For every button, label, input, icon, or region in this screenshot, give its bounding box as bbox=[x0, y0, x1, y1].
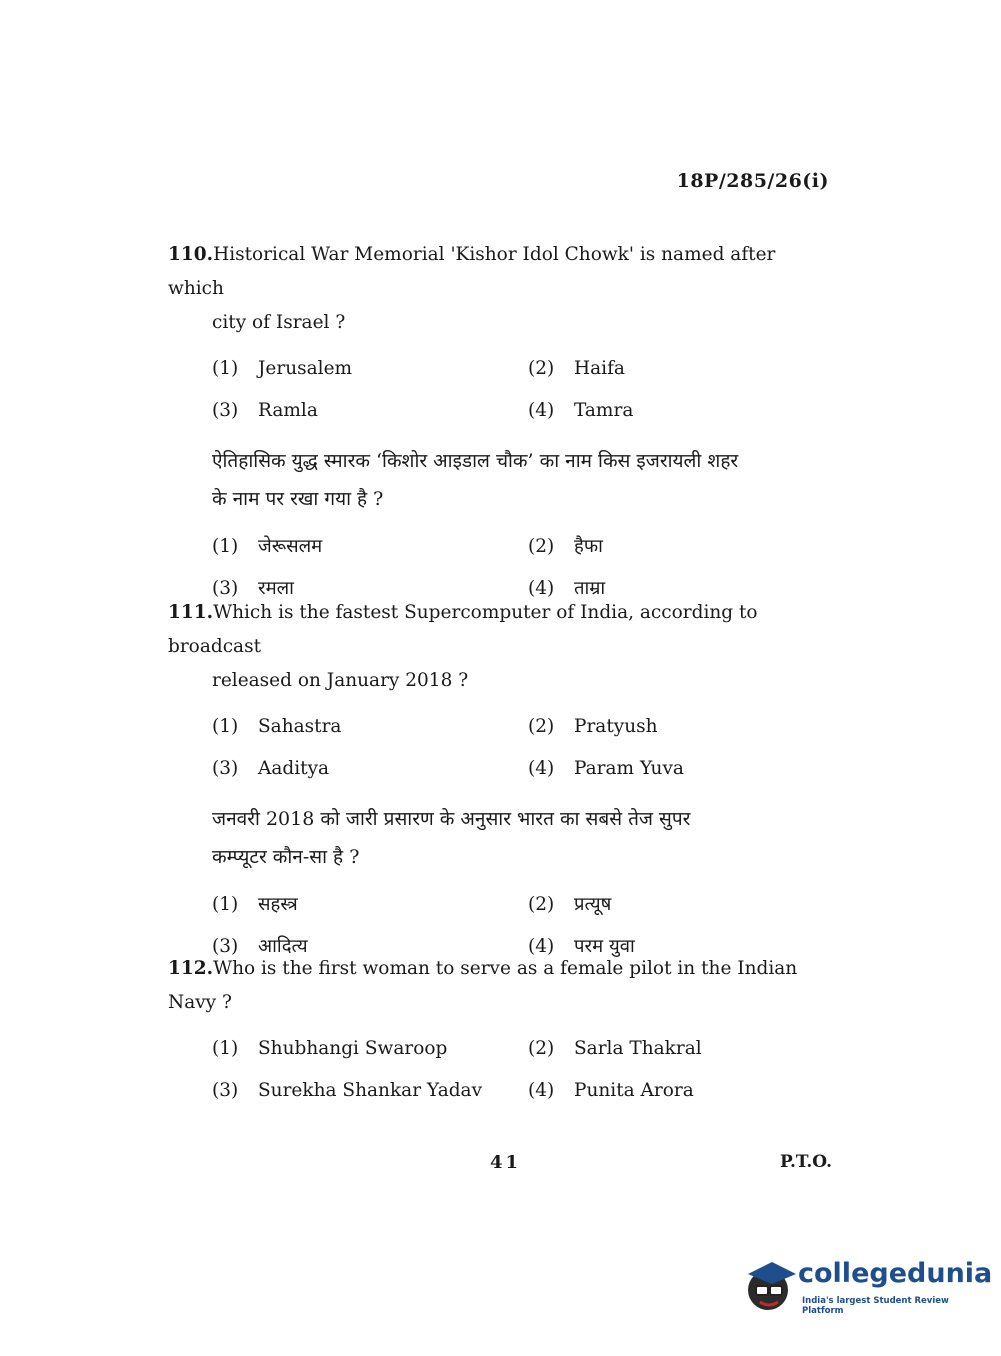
question-text-en: 110.Historical War Memorial 'Kishor Idol Chowk' is named after which bbox=[168, 244, 776, 299]
option: (2) Pratyush bbox=[528, 716, 658, 737]
question-110: 110.Historical War Memorial 'Kishor Idol Chowk' is named after which city of Israel ? (1) Jerusalem (2) Haifa (3) Ramla (4) Tamra ऐतिहासिक युद्ध स्मारक ‘किशोर आइडाल चौक’ का नाम किस इजरायली शहर के नाम पर रखा गया है ? (1) जेरूसलम (2) हैफा (3) रमला (4) ताम्रा bbox=[168, 238, 832, 620]
option: (3) Aaditya bbox=[212, 758, 330, 779]
options-en bbox=[212, 1030, 832, 1110]
option: (1) सहस्त्र bbox=[212, 894, 298, 915]
option: (2) Haifa bbox=[528, 358, 625, 379]
paper-code: 18P/285/26(i) bbox=[676, 170, 829, 192]
option: (1) जेरूसलम bbox=[212, 536, 323, 557]
options-en bbox=[212, 708, 832, 788]
option: (1) Sahastra bbox=[212, 716, 342, 737]
option: (1) Shubhangi Swaroop bbox=[212, 1038, 448, 1059]
question-number: 112. bbox=[168, 958, 214, 979]
option: (4) Tamra bbox=[528, 400, 634, 421]
option: (4) Param Yuva bbox=[528, 758, 684, 779]
option: (3) रमला bbox=[212, 578, 294, 599]
option: (1) Jerusalem bbox=[212, 358, 353, 379]
options-en bbox=[212, 350, 832, 430]
question-text-en: 112.Who is the first woman to serve as a female pilot in the Indian Navy ? bbox=[168, 958, 798, 1013]
option: (2) Sarla Thakral bbox=[528, 1038, 702, 1059]
question-111: 111.Which is the fastest Supercomputer of India, according to broadcast released on January 2018 ? (1) Sahastra (2) Pratyush (3) Aaditya (4) Param Yuva जनवरी 2018 को जारी प्रसारण के अनुसार भारत का सबसे तेज सुपर कम्प्यूटर कौन-सा है ? (1) सहस्त्र (2) प्रत्यूष (3) आदित्य (4) परम युवा bbox=[168, 596, 832, 978]
question-number: 110. bbox=[168, 244, 214, 265]
pto-label: P.T.O. bbox=[780, 1152, 832, 1172]
option: (3) आदित्य bbox=[212, 936, 308, 957]
mascot-icon bbox=[742, 1252, 798, 1322]
page-number: 41 bbox=[490, 1152, 522, 1173]
question-number: 111. bbox=[168, 602, 214, 623]
option: (4) ताम्रा bbox=[528, 578, 606, 599]
option: (4) परम युवा bbox=[528, 936, 635, 957]
question-112 bbox=[168, 952, 832, 1122]
logo-text: collegedunia bbox=[798, 1258, 993, 1289]
logo-tagline: India's largest Student Review Platform bbox=[802, 1296, 949, 1316]
question-text-hi: ऐतिहासिक युद्ध स्मारक ‘किशोर आइडाल चौक’ का नाम किस इजरायली शहर bbox=[212, 450, 739, 472]
question-text-en: 111.Which is the fastest Supercomputer of India, according to broadcast bbox=[168, 602, 758, 657]
option: (2) प्रत्यूष bbox=[528, 894, 612, 915]
option: (3) Surekha Shankar Yadav bbox=[212, 1080, 483, 1101]
option: (3) Ramla bbox=[212, 400, 318, 421]
option: (2) हैफा bbox=[528, 536, 603, 557]
collegedunia-logo bbox=[742, 1252, 993, 1322]
option: (4) Punita Arora bbox=[528, 1080, 694, 1101]
question-text-hi: जनवरी 2018 को जारी प्रसारण के अनुसार भारत का सबसे तेज सुपर bbox=[212, 808, 691, 830]
